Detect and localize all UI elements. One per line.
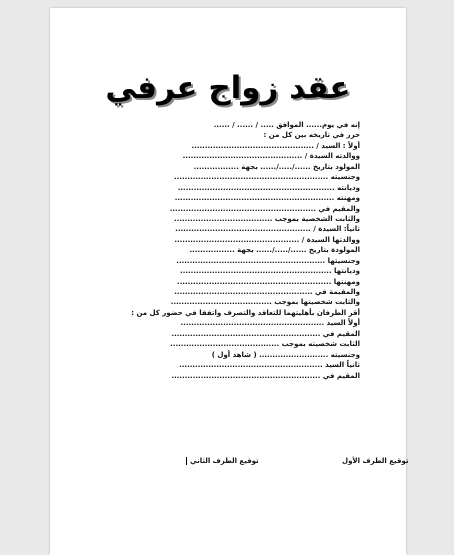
contract-line: وديانته ........................................................... [177, 183, 360, 192]
contract-line: أقر الطرفان بأهليتهما للتعاقد والتصرف واتفقا في حضور كل من : [131, 308, 360, 317]
contract-line: أولاً السيد ...................................................... [180, 319, 360, 328]
contract-line: وديانتها ......................................................... [180, 267, 360, 276]
contract-line: المقيم في ........................................................ [171, 371, 360, 380]
contract-line: حرر في تاريخه بين كل من : [263, 131, 360, 140]
contract-body [131, 120, 360, 381]
contract-line: ومهنتها .......................................................... [177, 277, 360, 286]
document-page [50, 8, 409, 555]
contract-line: وجنسيته .......................................................... [173, 173, 360, 182]
contract-title: عقد زواج عرفي [105, 70, 351, 106]
contract-line: إنه في يوم...... الموافق ..... / ...... / ...... [213, 121, 360, 129]
contract-line: ثانياً: السيدة / ................................................... [175, 225, 360, 234]
contract-line: المقيم في ........................................................ [171, 329, 360, 338]
contract-line: والثابت الشخصية بموجب ..................................... [174, 214, 360, 223]
contract-line: الثابت شخصيته بموجب ......................................... [170, 340, 360, 349]
first-party-signature-label: توقيع الطرف الأول [342, 457, 409, 465]
contract-line: والمقيمة في .................................................... [174, 288, 360, 296]
contract-line: ثانياً السيد ...................................................... [179, 361, 360, 370]
contract-line: ومهنته ............................................................ [174, 194, 360, 203]
contract-line: وجنسيتها ........................................................ [176, 256, 360, 265]
contract-line: والمقيم في ....................................................... [169, 204, 360, 213]
contract-line: ووالدته السيدة / ............................................. [182, 152, 360, 161]
contract-line: وجنسيته .......................... ( شاهد أول ) [211, 350, 360, 359]
contract-line: والثابت شخصيتها بموجب ...................................... [170, 298, 360, 307]
contract-line: ووالدتها السيدة / ............................................... [174, 235, 360, 244]
contract-line: المولود بتاريخ ....../...../...... بجهة ................. [193, 162, 360, 171]
contract-line: المولودة بتاريخ ....../...../...... بجهة ................. [189, 246, 360, 255]
contract-line: أولاً : السيد / .............................................. [191, 141, 360, 150]
second-party-signature-label: توقيع الطرف الثاني [186, 457, 259, 465]
